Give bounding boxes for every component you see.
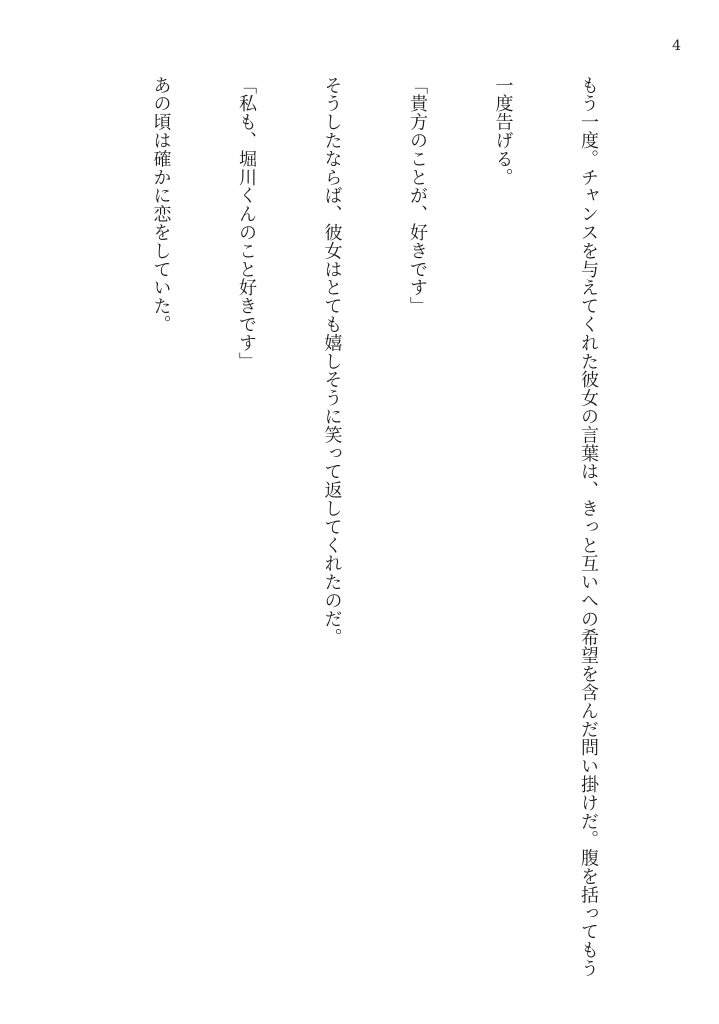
page-number: 4 <box>672 38 681 54</box>
text-line: もう一度。チャンスを与えてくれた彼女の言葉は、きっと互いへの希望を含んだ問い掛けだ。腹を括ってもう <box>578 76 599 978</box>
vertical-text-body <box>0 76 659 978</box>
text-line <box>0 76 4 956</box>
text-line: 「貴方のことが、好きです」 <box>407 76 428 316</box>
text-line: 一度告げる。 <box>492 76 514 187</box>
text-line: あの頃は確かに恋をしていた。 <box>150 76 172 334</box>
text-line: そうしたならば、彼女はとても嬉しそうに笑って返してくれたのだ。 <box>321 76 343 647</box>
text-line: 「私も、堀川くんのこと好きです」 <box>236 76 257 371</box>
